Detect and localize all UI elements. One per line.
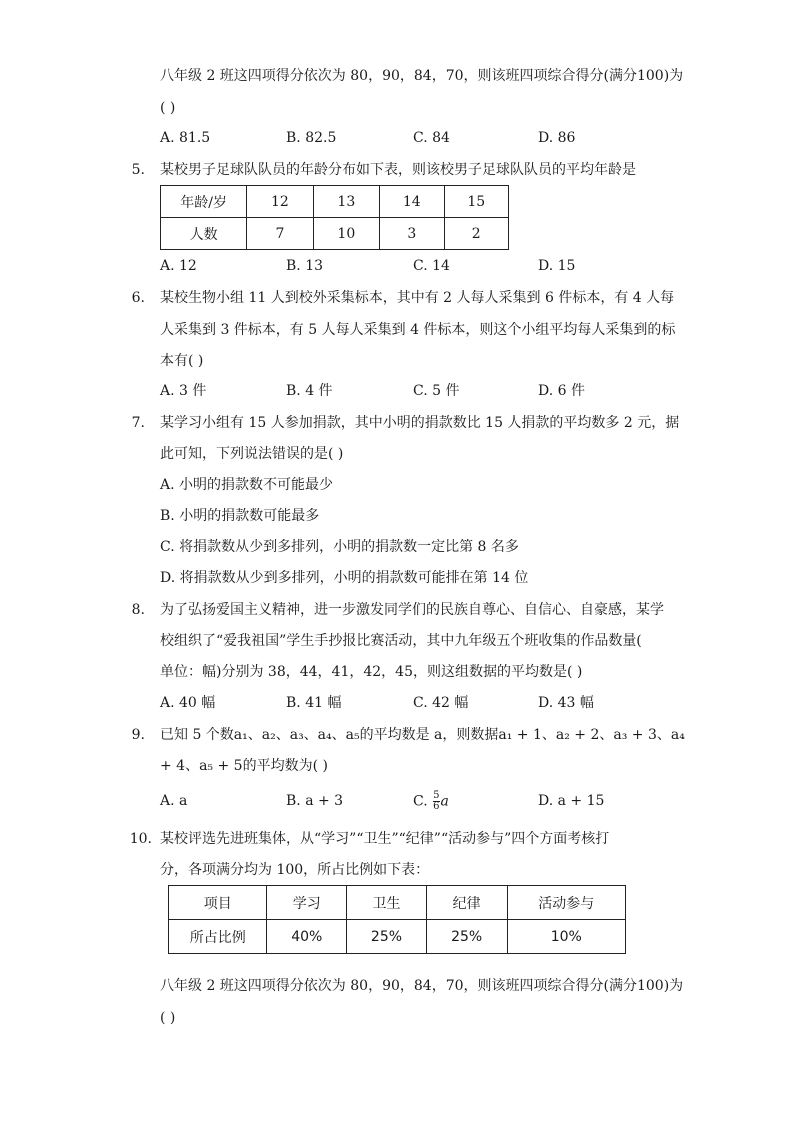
q5-option-b: B. 13	[286, 258, 324, 274]
q9-option-b: B. a + 3	[286, 793, 344, 809]
q5-option-a: A. 12	[160, 258, 197, 274]
q5-table-cell: 13	[313, 186, 379, 218]
q10-line-1: 某校评选先进班集体，从“学习”“卫生”“纪律”“活动参与”四个方面考核打	[160, 831, 610, 847]
q5-table-cell: 10	[313, 218, 379, 250]
q6-line-1: 某校生物小组 11 人到校外采集标本，其中有 2 人每人采集到 6 件标本，有 4 人每	[160, 290, 675, 306]
q8-line-1: 为了弘扬爱国主义精神，进一步激发同学们的民族自尊心、自信心、自豪感，某学	[160, 602, 664, 618]
q4-tail-line-1: 八年级 2 班这四项得分依次为 80，90，84，70，则该班四项综合得分(满分100)为	[160, 68, 684, 84]
q7-option-c: C. 将捐款数从少到多排列，小明的捐款数一定比第 8 名多	[160, 539, 519, 555]
q7-option-a: A. 小明的捐款数不可能最少	[160, 477, 334, 493]
q5-table-cell: 2	[444, 218, 509, 250]
q10-line-3: 八年级 2 班这四项得分依次为 80，90，84，70，则该班四项综合得分(满分100)为	[160, 978, 684, 994]
q10-table-cell: 活动参与	[507, 886, 625, 920]
q4-option-d: D. 86	[538, 130, 576, 146]
q4-tail-line-2: ( )	[160, 100, 176, 116]
q6-line-3: 本有( )	[160, 353, 204, 369]
q6-number: 6.	[131, 290, 145, 306]
q10-table-cell: 纪律	[426, 886, 507, 920]
q5-option-c: C. 14	[413, 258, 450, 274]
q10-table-cell: 25%	[426, 920, 507, 954]
q5-table-cell: 15	[444, 186, 509, 218]
q5-table-cell: 12	[247, 186, 313, 218]
q10-table-cell: 25%	[347, 920, 427, 954]
q7-line-1: 某学习小组有 15 人参加捐款，其中小明的捐款数比 15 人捐款的平均数多 2 元，据	[160, 415, 680, 431]
q7-option-d: D. 将捐款数从少到多排列，小明的捐款数可能排在第 14 位	[160, 570, 529, 586]
q5-option-d: D. 15	[538, 258, 576, 274]
q4-option-a: A. 81.5	[160, 130, 211, 146]
q9-option-c-fraction	[433, 791, 439, 812]
q9-option-c	[413, 791, 449, 812]
q9-option-a: A. a	[160, 793, 188, 809]
q10-ratio-table	[168, 885, 626, 954]
q5-table-cell: 7	[247, 218, 313, 250]
q6-option-c: C. 5 件	[413, 383, 460, 399]
q9-number: 9.	[131, 727, 145, 743]
q8-line-2: 校组织了“爱我祖国”学生手抄报比赛活动，其中九年级五个班收集的作品数量(	[160, 633, 642, 649]
q6-line-2: 人采集到 3 件标本，有 5 人每人采集到 4 件标本，则这个小组平均每人采集到的标	[160, 322, 676, 338]
q10-table-cell: 卫生	[347, 886, 427, 920]
q5-table-cell: 3	[380, 218, 444, 250]
q7-number: 7.	[131, 415, 145, 431]
q8-option-d: D. 43 幅	[538, 695, 594, 711]
q9-option-c-label: C.	[413, 793, 428, 810]
q8-option-c: C. 42 幅	[413, 695, 469, 711]
q5-table-cell: 14	[380, 186, 444, 218]
q6-option-b: B. 4 件	[286, 383, 333, 399]
q10-line-2: 分，各项满分均为 100，所占比例如下表：	[160, 862, 430, 878]
q9-option-c-variable: a	[440, 793, 449, 810]
q8-option-a: A. 40 幅	[160, 695, 216, 711]
q5-table-header-count: 人数	[161, 218, 247, 250]
q9-line-1: 已知 5 个数a₁、a₂、a₃、a₄、a₅的平均数是 a，则数据a₁ + 1、a₂ + 2、a₃ + 3、a₄	[160, 727, 685, 743]
q10-table-cell: 40%	[267, 920, 347, 954]
q8-line-3: 单位：幅)分别为 38，44，41，42，45，则这组数据的平均数是( )	[160, 664, 583, 680]
q5-number: 5.	[131, 162, 145, 178]
q7-option-b: B. 小明的捐款数可能最多	[160, 508, 320, 524]
q10-table-cell: 10%	[507, 920, 625, 954]
q5-stem: 某校男子足球队队员的年龄分布如下表，则该校男子足球队队员的平均年龄是	[160, 162, 636, 178]
q8-number: 8.	[131, 602, 145, 618]
q10-number: 10.	[129, 831, 152, 847]
q5-age-table	[160, 185, 509, 250]
q10-table-cell: 学习	[267, 886, 347, 920]
q5-table-header-age: 年龄/岁	[161, 186, 247, 218]
fraction-numerator: 5	[433, 790, 440, 801]
q9-option-d: D. a + 15	[538, 793, 605, 809]
q10-line-4: ( )	[160, 1010, 176, 1026]
q10-table-header-ratio: 所占比例	[169, 920, 267, 954]
q8-option-b: B. 41 幅	[286, 695, 342, 711]
q6-option-a: A. 3 件	[160, 383, 207, 399]
q10-table-header-item: 项目	[169, 886, 267, 920]
q9-line-2: + 4、a₅ + 5的平均数为( )	[160, 758, 328, 774]
q6-option-d: D. 6 件	[538, 383, 585, 399]
q7-line-2: 此可知，下列说法错误的是( )	[160, 446, 344, 462]
q4-option-b: B. 82.5	[286, 130, 337, 146]
q4-option-c: C. 84	[413, 130, 450, 146]
fraction-denominator: 6	[433, 801, 440, 812]
